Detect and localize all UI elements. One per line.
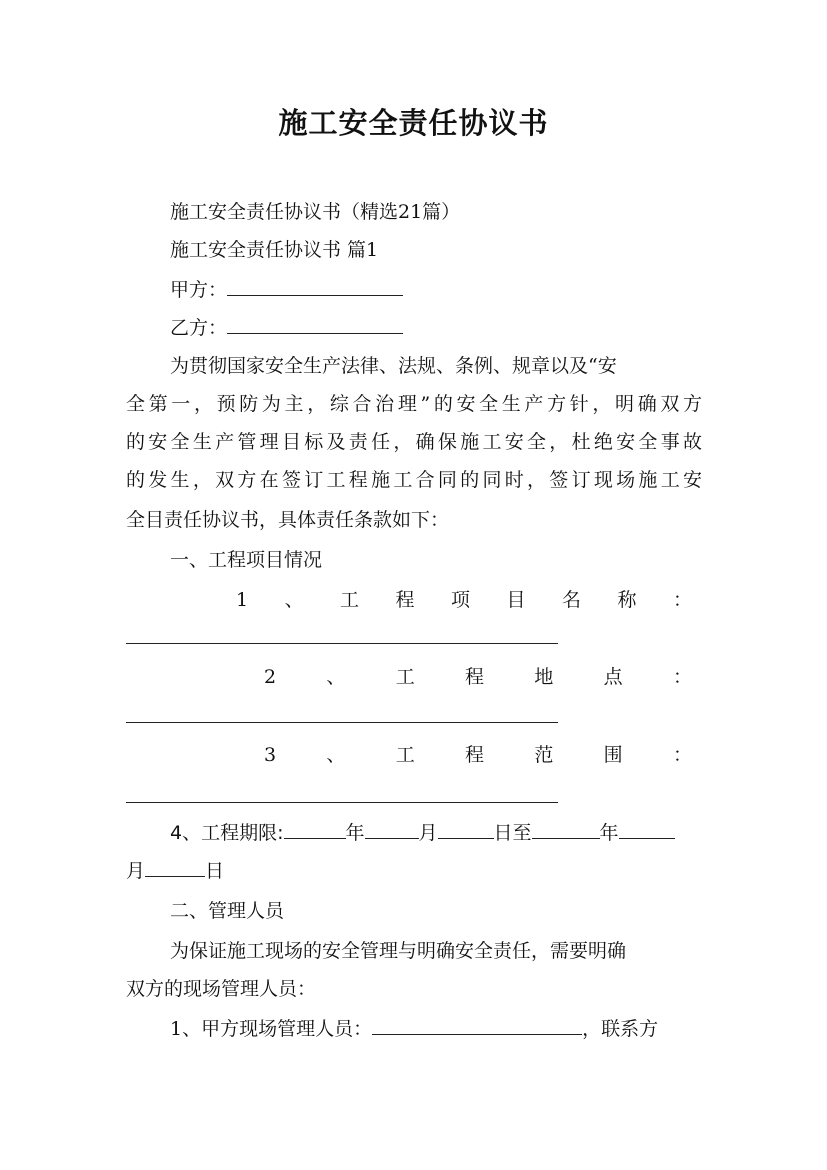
section1-heading: 一、工程项目情况 [170, 549, 323, 571]
year2-label: 年 [599, 822, 619, 844]
party-a-label: 甲方： [170, 279, 228, 301]
document-title: 施工安全责任协议书 [278, 106, 549, 140]
item2-char: 工 [395, 666, 415, 688]
day-blank [438, 837, 494, 839]
item3-char: 工 [395, 744, 415, 766]
intro-line-2: 全第一，预防为主，综合治理”的安全生产方针，明确双方 [126, 393, 702, 415]
intro-line-3: 的安全生产管理目标及责任，确保施工安全，杜绝安全事故 [126, 431, 702, 453]
mgmt-line-1: 为保证施工现场的安全管理与明确安全责任，需要明确 [170, 940, 627, 962]
year-blank [284, 837, 346, 839]
item2-char: 、 [326, 666, 346, 688]
item2-char: 2 [264, 666, 277, 688]
item3-blank [126, 802, 558, 803]
month2-blank [619, 837, 675, 839]
mgmt-item1-tail: ，联系方 [582, 1018, 659, 1040]
item1-char: 工 [340, 589, 360, 611]
item2-blank [126, 722, 558, 723]
item3-char: 围 [603, 744, 623, 766]
item3-char: 3 [264, 744, 277, 766]
item1-char: 名 [561, 589, 581, 611]
day-to-label: 日至 [493, 822, 532, 844]
year2-blank [532, 837, 600, 839]
item2-char: 点 [603, 666, 623, 688]
party-b-blank [227, 332, 403, 334]
period-line [170, 814, 702, 852]
section2-heading: 二、管理人员 [170, 900, 285, 922]
day2-label: 日 [205, 860, 225, 882]
party-b-label: 乙方： [170, 317, 228, 339]
item2-char: ： [672, 666, 692, 688]
item1-char: 目 [506, 589, 526, 611]
item1-blank [126, 643, 558, 644]
document-subtitle: 施工安全责任协议书（精选21篇） [170, 201, 461, 223]
item2-char: 程 [465, 666, 485, 688]
item1-char: 、 [284, 589, 304, 611]
section-title: 施工安全责任协议书 篇1 [170, 239, 379, 261]
month2-label: 月 [126, 860, 146, 882]
party-a-blank [227, 294, 403, 296]
item3-char: 、 [326, 744, 346, 766]
intro-line-4: 的发生，双方在签订工程施工合同的同时，签订现场施工安 [126, 469, 702, 491]
item2-char: 地 [534, 666, 554, 688]
day2-blank [145, 875, 205, 877]
intro-line-5: 全目责任协议书，具体责任条款如下： [126, 509, 450, 531]
item1-char: 称 [617, 589, 637, 611]
item3-label [264, 736, 692, 774]
item3-char: 程 [465, 744, 485, 766]
period-line-2 [126, 852, 702, 890]
item1-char: ： [672, 589, 692, 611]
month-blank [365, 837, 419, 839]
party-b-line [170, 309, 702, 347]
period-label: 4、工程期限: [170, 822, 284, 844]
mgmt-item1-line [170, 1010, 702, 1048]
month-label: 月 [418, 822, 438, 844]
mgmt-line-2: 双方的现场管理人员： [126, 978, 317, 1000]
item3-char: 范 [534, 744, 554, 766]
party-a-line [170, 271, 702, 309]
item3-char: ： [672, 744, 692, 766]
item1-label [236, 581, 692, 619]
item1-char: 程 [395, 589, 415, 611]
item2-label [264, 658, 692, 696]
item1-char: 项 [451, 589, 471, 611]
mgmt-item1-label: 1、甲方现场管理人员： [170, 1018, 373, 1040]
year-label: 年 [345, 822, 365, 844]
intro-line-1: 为贯彻国家安全生产法律、法规、条例、规章以及“安 [170, 355, 617, 377]
mgmt-item1-blank [372, 1033, 582, 1035]
item1-char: 1 [236, 589, 249, 611]
